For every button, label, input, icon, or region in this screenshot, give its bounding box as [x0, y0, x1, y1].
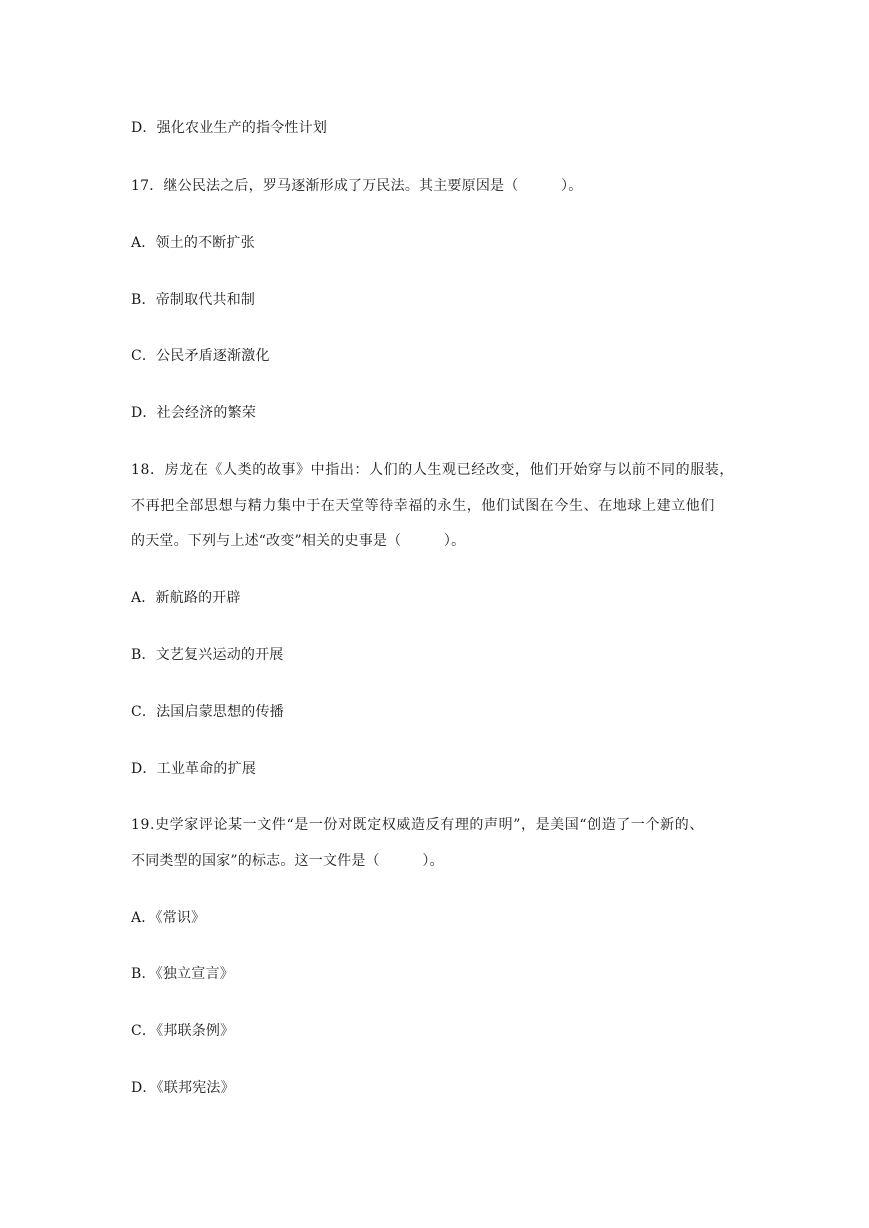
q18-option-d: D．工业革命的扩展	[131, 761, 257, 777]
q16-option-d: D．强化农业生产的指令性计划	[131, 120, 328, 136]
q18-stem-line-3: 的天堂。下列与上述“改变”相关的史事是（ ）。	[131, 533, 466, 549]
q19-option-b: B．《独立宣言》	[131, 966, 234, 982]
q19-stem-line-2: 不同类型的国家”的标志。这一文件是（ ）。	[131, 853, 444, 869]
q17-option-d: D．社会经济的繁荣	[131, 405, 257, 421]
q19-stem-line-1: 19.史学家评论某一文件“是一份对既定权威造反有理的声明”，是美国“创造了一个新的、	[131, 817, 704, 833]
q18-stem-line-1: 18．房龙在《人类的故事》中指出：人们的人生观已经改变，他们开始穿与以前不同的服装，	[131, 462, 735, 478]
q18-option-a: A．新航路的开辟	[131, 590, 241, 606]
q19-option-a: A．《常识》	[131, 910, 206, 926]
q18-stem-line-2: 不再把全部思想与精力集中于在天堂等待幸福的永生，他们试图在今生、在地球上建立他们	[131, 498, 715, 514]
q19-option-d: D．《联邦宪法》	[131, 1080, 235, 1096]
q17-option-c: C．公民矛盾逐渐激化	[131, 348, 270, 364]
q19-option-c: C．《邦联条例》	[131, 1023, 235, 1039]
q17-stem: 17．继公民法之后，罗马逐渐形成了万民法。其主要原因是（ ）。	[131, 178, 583, 194]
q18-option-b: B．文艺复兴运动的开展	[131, 647, 284, 663]
q17-option-a: A．领土的不断扩张	[131, 235, 255, 251]
q18-option-c: C．法国启蒙思想的传播	[131, 704, 284, 720]
q17-option-b: B．帝制取代共和制	[131, 292, 256, 308]
